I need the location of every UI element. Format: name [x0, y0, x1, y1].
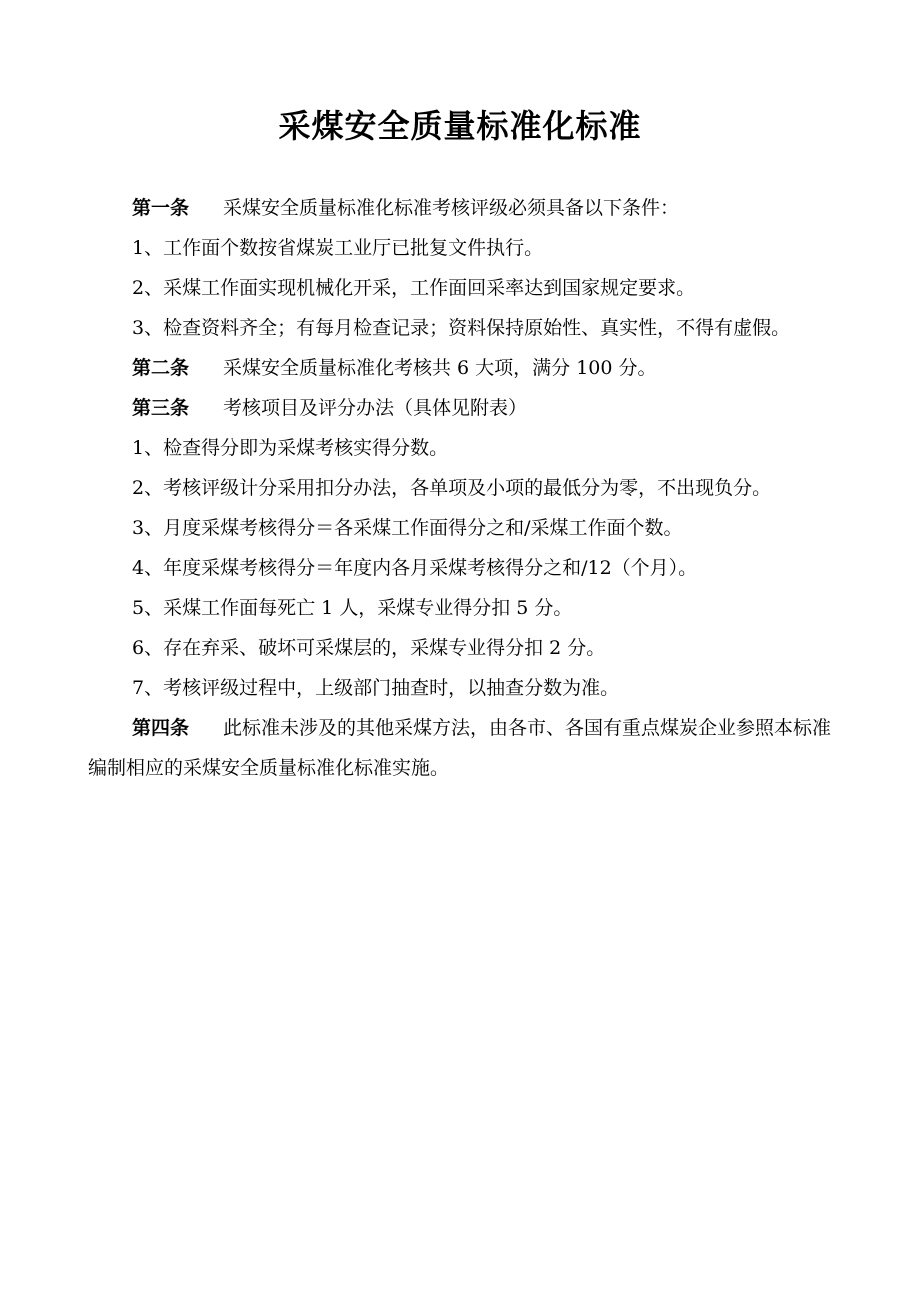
article-3-label: 第三条	[132, 397, 190, 419]
document-body	[88, 188, 840, 788]
article-1-text: 采煤安全质量标准化标准考核评级必须具备以下条件：	[223, 197, 680, 219]
article-3-item-4: 4、年度采煤考核得分＝年度内各月采煤考核得分之和/12（个月）。	[132, 557, 698, 579]
article-4	[88, 708, 840, 788]
article-3-item-6: 6、存在弃采、破坏可采煤层的，采煤专业得分扣 2 分。	[132, 637, 606, 659]
article-2	[88, 348, 840, 388]
article-3-item-2: 2、考核评级计分采用扣分办法，各单项及小项的最低分为零，不出现负分。	[132, 477, 772, 499]
article-3	[88, 388, 840, 428]
article-4-text: 此标准未涉及的其他采煤方法，由各市、各国有重点煤炭企业参照本标准编制相应的采煤安全质量标准化标准实施。	[88, 717, 832, 779]
article-3-item-1: 1、检查得分即为采煤考核实得分数。	[132, 437, 449, 459]
article-1	[88, 188, 840, 228]
article-3-item-3: 3、月度采煤考核得分＝各采煤工作面得分之和/采煤工作面个数。	[132, 517, 683, 539]
article-3-text: 考核项目及评分办法（具体见附表）	[223, 397, 528, 419]
article-2-label: 第二条	[132, 357, 190, 379]
article-4-label: 第四条	[132, 717, 190, 739]
article-2-text: 采煤安全质量标准化考核共 6 大项，满分 100 分。	[223, 357, 657, 379]
article-1-item-3: 3、检查资料齐全；有每月检查记录；资料保持原始性、真实性，不得有虚假。	[132, 317, 791, 339]
article-1-item-1: 1、工作面个数按省煤炭工业厅已批复文件执行。	[132, 237, 544, 259]
article-1-item-2: 2、采煤工作面实现机械化开采，工作面回采率达到国家规定要求。	[132, 277, 696, 299]
document-title: 采煤安全质量标准化标准	[278, 107, 642, 145]
article-1-label: 第一条	[132, 197, 190, 219]
article-3-item-7: 7、考核评级过程中，上级部门抽查时，以抽查分数为准。	[132, 677, 620, 699]
article-3-item-5: 5、采煤工作面每死亡 1 人，采煤专业得分扣 5 分。	[132, 597, 573, 619]
